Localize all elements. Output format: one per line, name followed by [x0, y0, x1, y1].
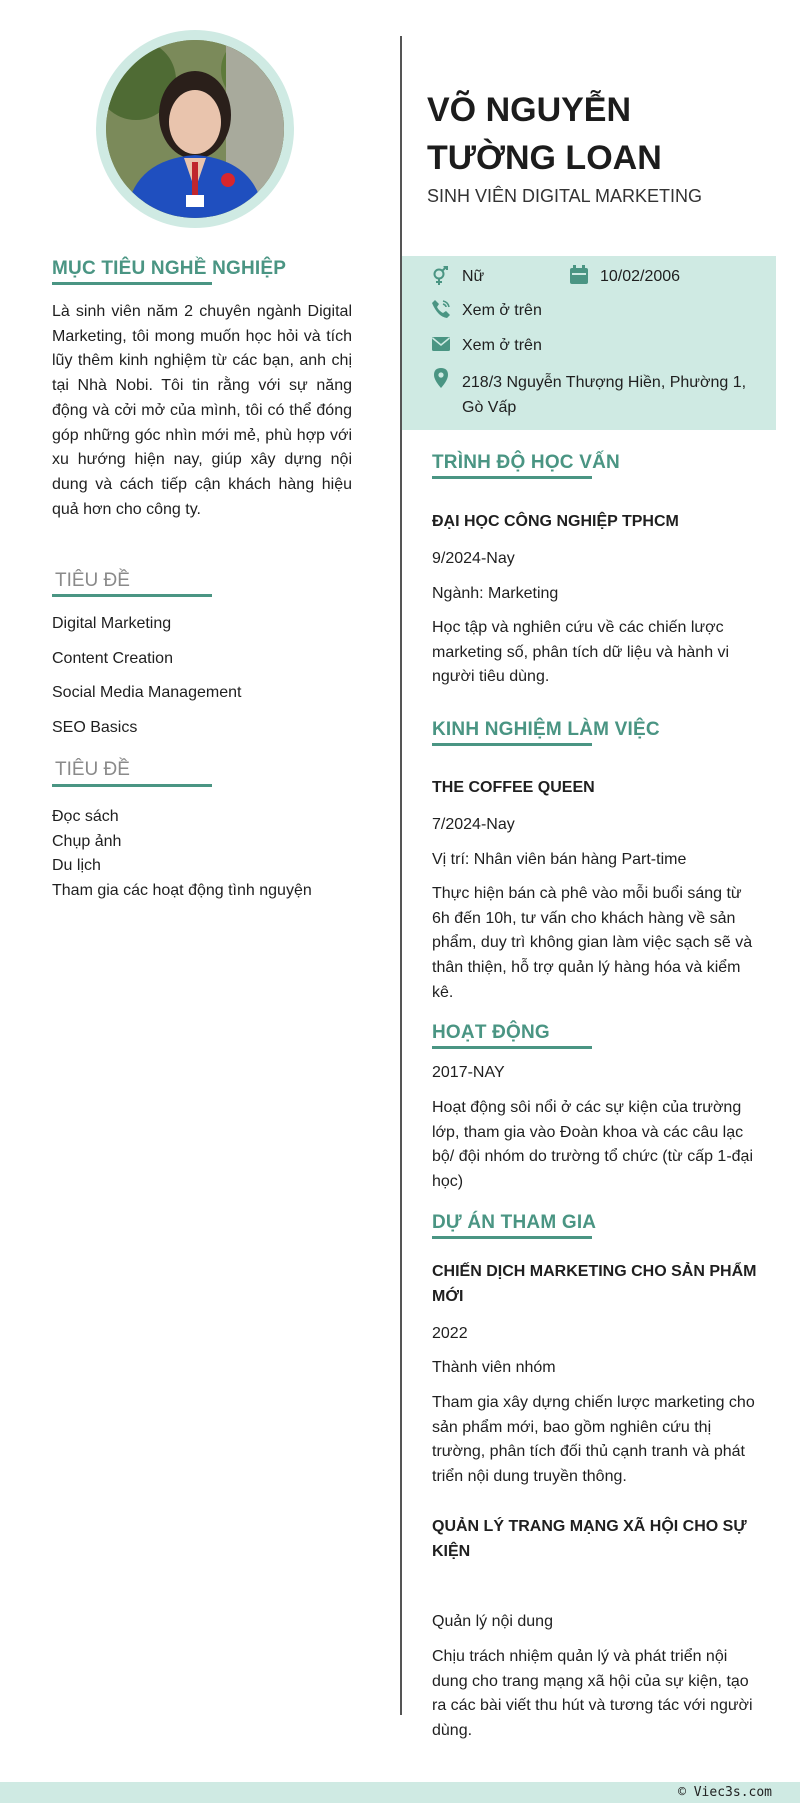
activities-period: 2017-NAY — [432, 1064, 505, 1081]
address-value: 218/3 Nguyễn Thượng Hiền, Phường 1, Gò Vấp — [462, 374, 747, 416]
projects-heading: DỰ ÁN THAM GIA — [432, 1212, 597, 1233]
education-period: 9/2024-Nay — [432, 550, 515, 567]
project-role: Quản lý nội dung — [432, 1613, 553, 1630]
project-title: CHIẾN DỊCH MARKETING CHO SẢN PHẨM MỚI — [432, 1263, 757, 1305]
skill-item: Digital Marketing — [52, 615, 172, 632]
project-year: 2022 — [432, 1325, 468, 1342]
footer-bar — [0, 1782, 800, 1803]
experience-description: Thực hiện bán cà phê vào mỗi buổi sáng từ 6h đến 10h, tư vấn cho khách hàng về sản phẩm, duy trì không gian làm việc sạch sẽ và thân thiện, hỗ trợ quản lý hàng hóa và kiểm kê. — [432, 885, 753, 1001]
hobby-item: Tham gia các hoạt động tình nguyện — [52, 882, 312, 900]
email-icon — [431, 334, 451, 354]
education-major: Ngành: Marketing — [432, 585, 559, 602]
objective-heading-underline — [52, 282, 212, 285]
skill-item: SEO Basics — [52, 719, 138, 737]
hobby-item: Chụp ảnh — [52, 832, 122, 850]
hobbies-list — [52, 805, 312, 904]
footer-copyright: © Viec3s.com — [678, 1785, 772, 1800]
project-role: Thành viên nhóm — [432, 1359, 556, 1376]
gender-value: Nữ — [462, 268, 485, 285]
objective-text: Là sinh viên năm 2 chuyên ngành Digital Marketing, tôi mong muốn học hỏi và tích lũy thêm kinh nghiệm từ các bạn, anh chị tại Nhà Nobi. Tôi tin rằng với sự năng động và cởi mở của mình, tôi có thể đóng góp những góc nhìn mới mẻ, phù hợp với xu hướng hiện nay, giúp xây dựng nội dung và cách tiếp cận khách hàng hiệu quả hơn cho công ty. — [52, 303, 352, 518]
skills-list — [52, 615, 241, 754]
project-description: Tham gia xây dựng chiến lược marketing cho sản phẩm mới, bao gồm nghiên cứu thị trường, phân tích đối thủ cạnh tranh và phát triển nội dung truyền thông. — [432, 1394, 755, 1486]
activities-description: Hoạt động sôi nổi ở các sự kiện của trường lớp, tham gia vào Đoàn khoa và các câu lạc bộ/ đội nhóm do trường tổ chức (từ cấp 1-đại học) — [432, 1099, 754, 1191]
gender-icon — [431, 266, 451, 286]
location-icon — [431, 368, 451, 388]
experience-period: 7/2024-Nay — [432, 816, 515, 833]
experience-heading-underline — [432, 743, 592, 746]
phone-icon — [431, 299, 451, 319]
company-name: THE COFFEE QUEEN — [432, 779, 595, 796]
experience-heading: KINH NGHIỆM LÀM VIỆC — [432, 719, 660, 740]
avatar-photo — [106, 40, 284, 218]
education-heading: TRÌNH ĐỘ HỌC VẤN — [432, 452, 620, 473]
birthday-value: 10/02/2006 — [600, 268, 681, 285]
avatar-frame — [96, 30, 294, 228]
job-title: SINH VIÊN DIGITAL MARKETING — [427, 186, 703, 206]
full-name: VÕ NGUYỄN TƯỜNG LOAN — [427, 91, 662, 177]
avatar — [106, 40, 284, 218]
school-name: ĐẠI HỌC CÔNG NGHIỆP TPHCM — [432, 513, 679, 530]
activities-heading-underline — [432, 1046, 592, 1049]
skill-item: Content Creation — [52, 649, 173, 667]
hobbies-heading: TIÊU ĐỀ — [55, 759, 130, 780]
project-title: QUẢN LÝ TRANG MẠNG XÃ HỘI CHO SỰ KIỆN — [432, 1518, 747, 1560]
contact-panel — [402, 256, 776, 430]
email-value: Xem ở trên — [462, 337, 542, 354]
hobby-item: Du lịch — [52, 857, 101, 875]
skills-heading-underline — [52, 594, 212, 597]
calendar-icon — [569, 265, 589, 285]
education-description: Học tập và nghiên cứu về các chiến lược marketing số, phân tích dữ liệu và hành vi người tiêu dùng. — [432, 619, 730, 686]
objective-heading: MỤC TIÊU NGHỀ NGHIỆP — [52, 258, 287, 279]
project-description: Chịu trách nhiệm quản lý và phát triển nội dung cho trang mạng xã hội của sự kiện, tạo ra các bài viết thu hút và tương tác với người dùng. — [432, 1648, 753, 1740]
skills-heading: TIÊU ĐỀ — [55, 570, 130, 591]
hobbies-heading-underline — [52, 784, 212, 787]
experience-position: Vị trí: Nhân viên bán hàng Part-time — [432, 851, 687, 868]
activities-heading: HOẠT ĐỘNG — [432, 1022, 550, 1043]
skill-item: Social Media Management — [52, 684, 242, 702]
phone-value: Xem ở trên — [462, 302, 542, 319]
hobby-item: Đọc sách — [52, 808, 119, 825]
education-heading-underline — [432, 476, 592, 479]
projects-heading-underline — [432, 1236, 592, 1239]
